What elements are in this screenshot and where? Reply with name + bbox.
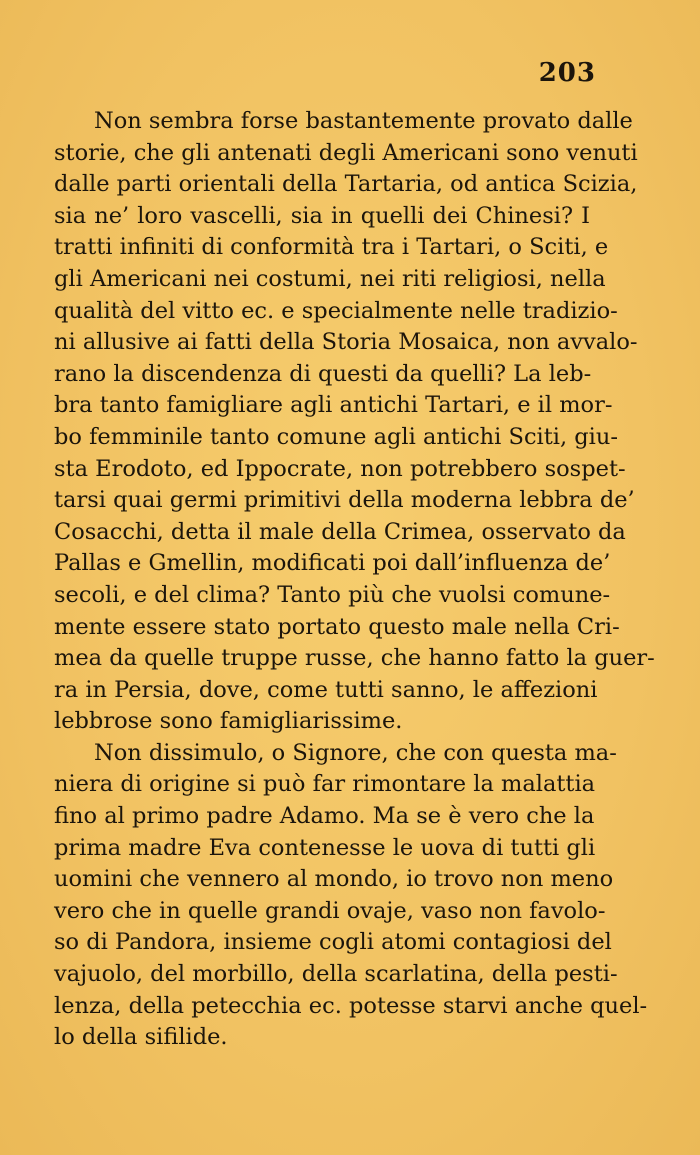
text-line: qualità del vitto ec. e specialmente nelle tradizio- — [54, 297, 618, 324]
text-line: dalle parti orientali della Tartaria, od antica Scizia, — [54, 171, 638, 198]
text-line: Pallas e Gmellin, modificati poi dall’influenza de’ — [54, 550, 611, 577]
text-line: secoli, e del clima? Tanto più che vuolsi comune- — [54, 581, 611, 608]
text-line: niera di origine si può far rimontare la malattia — [54, 771, 596, 798]
text-line: fino al primo padre Adamo. Ma se è vero che la — [54, 803, 595, 830]
text-line: ni allusive ai fatti della Storia Mosaica, non avvalo- — [54, 329, 638, 356]
text-line: sia ne’ loro vascelli, sia in quelli dei Chinesi? I — [54, 202, 590, 229]
text-line: tratti infiniti di conformità tra i Tartari, o Sciti, e — [54, 234, 609, 261]
text-line: bra tanto famigliare agli antichi Tartari, e il mor- — [54, 392, 613, 419]
text-line: lebbrose sono famigliarissime. — [54, 708, 403, 735]
text-line: ra in Persia, dove, come tutti sanno, le affezioni — [54, 676, 598, 703]
text-line: gli Americani nei costumi, nei riti religiosi, nella — [54, 265, 606, 292]
text-line: mente essere stato portato questo male nella Cri- — [54, 613, 620, 640]
text-line: Non dissimulo, o Signore, che con questa ma- — [94, 739, 617, 766]
text-line: so di Pandora, insieme cogli atomi contagiosi del — [54, 929, 612, 956]
text-line: vero che in quelle grandi ovaje, vaso non favolo- — [54, 897, 606, 924]
text-line: mea da quelle truppe russe, che hanno fatto la guer- — [54, 645, 655, 672]
text-line: prima madre Eva contenesse le uova di tutti gli — [54, 834, 596, 861]
paragraph-2 — [54, 738, 648, 1054]
text-line: storie, che gli antenati degli Americani sono venuti — [54, 139, 638, 166]
body-text — [54, 106, 655, 1054]
text-line: vajuolo, del morbillo, della scarlatina, della pesti- — [54, 961, 618, 988]
text-line: bo femminile tanto comune agli antichi Sciti, giu- — [54, 423, 618, 450]
text-line: Non sembra forse bastantemente provato dalle — [94, 108, 633, 134]
text-line: tarsi quai germi primitivi della moderna lebbra de’ — [54, 487, 635, 514]
paragraph-1 — [54, 106, 655, 738]
text-line: Cosacchi, detta il male della Crimea, osservato da — [54, 518, 626, 545]
text-line: lo della sifilide. — [54, 1024, 228, 1051]
text-line: uomini che vennero al mondo, io trovo non meno — [54, 866, 614, 893]
page-number: 203 — [538, 58, 596, 88]
text-line: lenza, della petecchia ec. potesse starvi anche quel- — [54, 992, 648, 1019]
text-line: rano la discendenza di questi da quelli? La leb- — [54, 360, 592, 387]
text-line: sta Erodoto, ed Ippocrate, non potrebbero sospet- — [54, 455, 626, 482]
